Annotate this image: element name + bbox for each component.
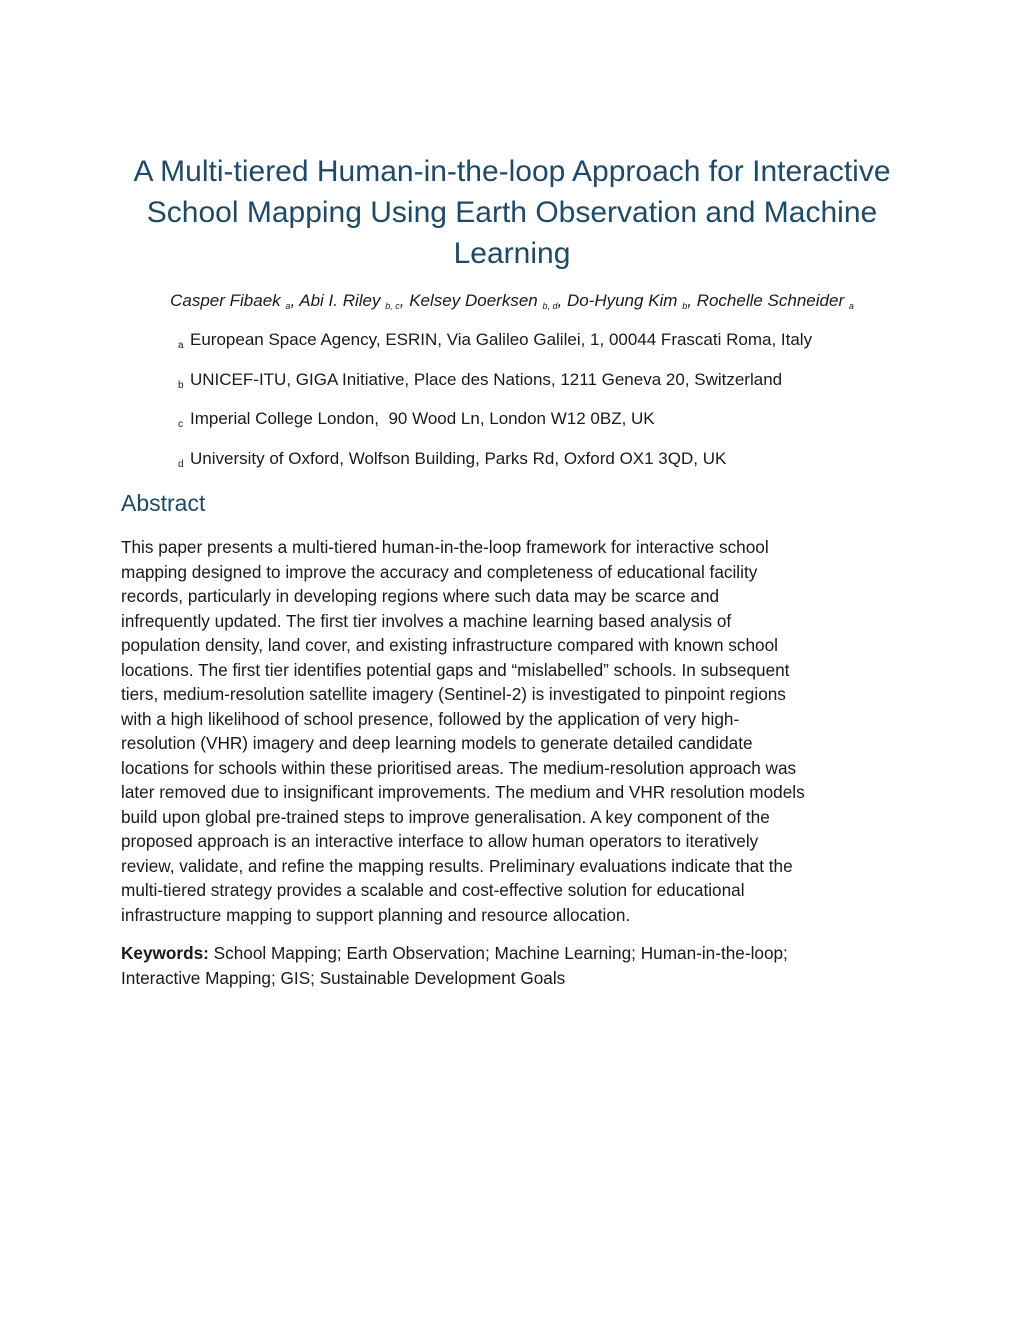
author: Kelsey Doerksen $_{b, d}$, [409,291,567,311]
abstract-line: with a high likelihood of school presence, followed by the application of very high- [121,708,740,729]
author: Rochelle Schneider $_a$ [696,291,854,311]
abstract-line: multi-tiered strategy provides a scalable and cost-effective solution for educational [121,880,745,900]
abstract-line: resolution (VHR) imagery and deep learning models to generate detailed candidate [121,733,753,753]
abstract-line: population density, land cover, and existing infrastructure compared with known school [121,635,778,655]
abstract-line: locations. The first tier identifies potential gaps and “mislabelled” schools. In subsequent [121,659,790,680]
keywords-line: Interactive Mapping; GIS; Sustainable Development Goals [121,967,566,988]
abstract-line: This paper presents a multi-tiered human-in-the-loop framework for interactive school [121,537,769,557]
abstract-body [121,535,911,927]
abstract-line: build upon global pre-trained steps to improve generalisation. A key component of the [121,806,770,827]
affiliation-mark: a [178,340,184,351]
abstract-line: infrequently updated. The first tier involves a machine learning based analysis of [121,610,732,631]
abstract-line: later removed due to insignificant improvements. The medium and VHR resolution models [121,782,805,802]
affiliation-text: University of Oxford, Wolfson Building, Parks Rd, Oxford OX1 3QD, UK [190,448,727,468]
affiliation-text: European Space Agency, ESRIN, Via Galileo Galilei, 1, 00044 Frascati Roma, Italy [190,330,813,349]
author-list [100,290,924,317]
affiliation-text: UNICEF-ITU, GIGA Initiative, Place des Nations, 1211 Geneva 20, Switzerland [190,369,783,389]
affiliation-list [178,329,918,487]
affiliation-text: Imperial College London, 90 Wood Ln, London W12 0BZ, UK [190,409,655,428]
author: Abi I. Riley $_{b, c}$, [299,291,410,311]
author: Do-Hyung Kim $_b$, [566,291,697,311]
affiliation [178,369,918,391]
affiliation [178,408,918,430]
abstract-line: tiers, medium-resolution satellite imagery (Sentinel-2) is investigated to pinpoint regions [121,684,786,704]
abstract-line: infrastructure mapping to support planning and resource allocation. [121,904,631,925]
paper-title: A Multi-tiered Human-in-the-loop Approach for Interactive School Mapping Using Earth Observation and Machine Learning [133,155,891,270]
abstract-line: records, particularly in developing regions where such data may be scarce and [121,586,720,606]
keywords-line: School Mapping; Earth Observation; Machine Learning; Human-in-the-loop; [208,943,788,963]
keywords-label: Keywords: [121,943,209,963]
affiliation-mark: b [178,379,184,391]
author: Casper Fibaek $_a$, [170,291,300,311]
abstract-line: review, validate, and refine the mapping results. Preliminary evaluations indicate that the [121,855,793,876]
affiliation [178,448,918,470]
affiliation-mark: d [178,458,184,470]
abstract-line: locations for schools within these prioritised areas. The medium-resolution approach was [121,757,797,778]
abstract-line: proposed approach is an interactive interface to allow human operators to iteratively [121,831,759,851]
affiliation-mark: c [178,419,183,430]
keywords [121,941,911,990]
abstract-heading: Abstract [121,490,206,516]
abstract-line: mapping designed to improve the accuracy and completeness of educational facility [121,561,758,582]
affiliation [178,329,918,351]
